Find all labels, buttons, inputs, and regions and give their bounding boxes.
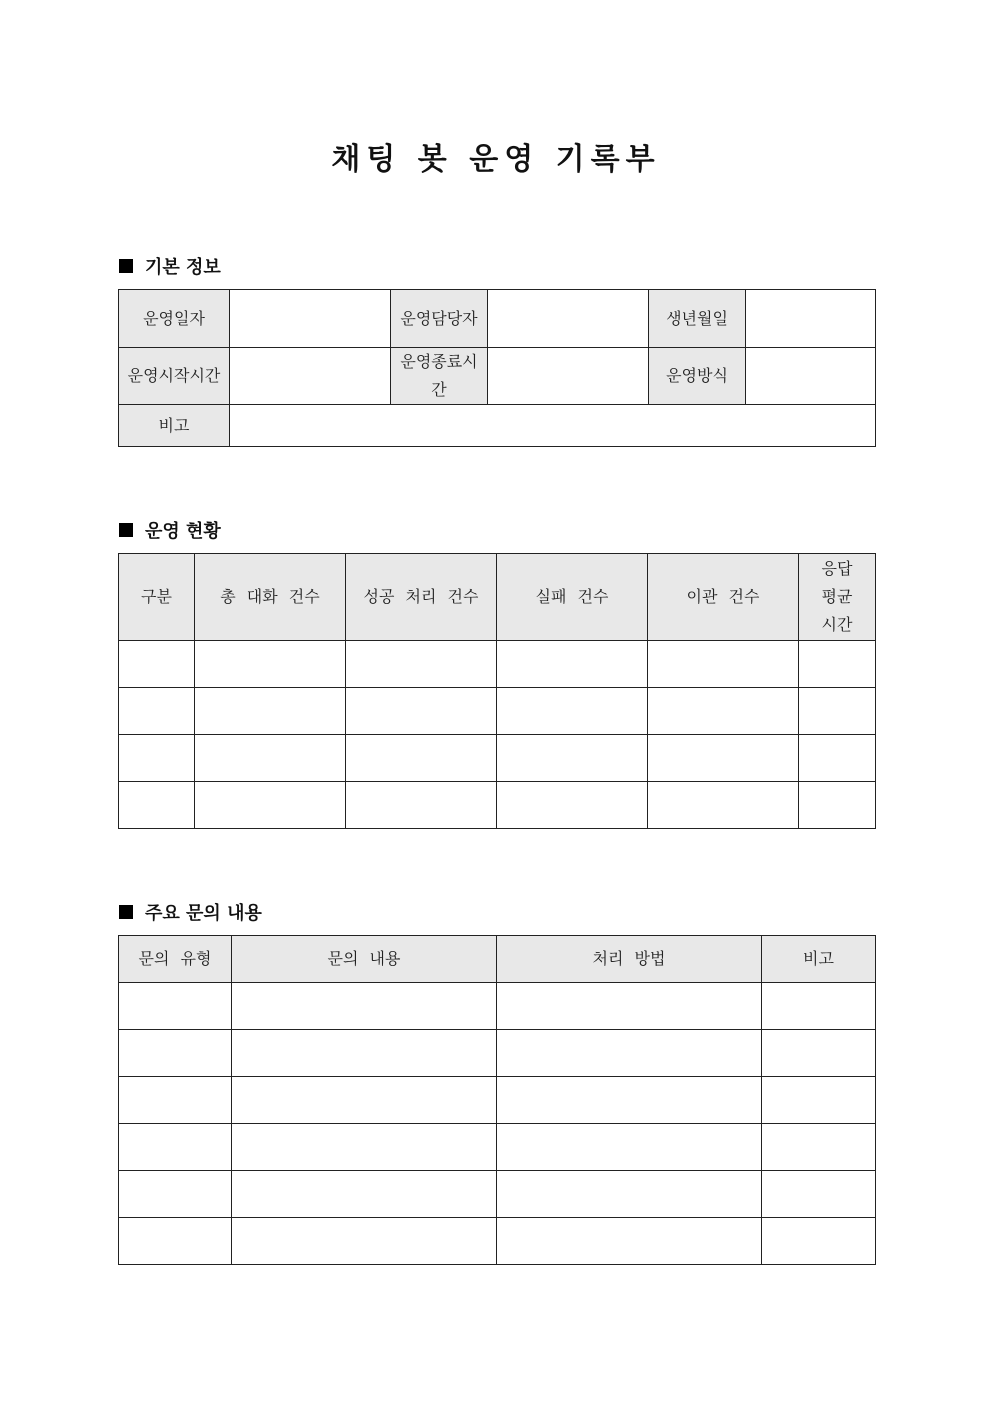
inquiry-row-cell[interactable] [119, 1218, 232, 1265]
inquiries-col-note: 비고 [762, 936, 876, 983]
status-row-cell[interactable] [648, 641, 799, 688]
inquiry-row-cell[interactable] [762, 1218, 876, 1265]
basic-info-heading-text: 기본 정보 [145, 257, 221, 278]
status-row-cell[interactable] [119, 641, 195, 688]
value-date[interactable] [230, 290, 391, 348]
inquiry-row [119, 1171, 876, 1218]
status-row [119, 641, 876, 688]
status-row-cell[interactable] [497, 735, 648, 782]
inquiry-row-cell[interactable] [232, 1218, 497, 1265]
inquiry-row-cell[interactable] [119, 1030, 232, 1077]
status-row-cell[interactable] [119, 735, 195, 782]
square-bullet-icon [119, 259, 133, 273]
inquiry-row-cell[interactable] [497, 983, 762, 1030]
status-col-success: 성공 처리 건수 [346, 554, 497, 641]
inquiry-row-cell[interactable] [119, 1171, 232, 1218]
inquiry-row-cell[interactable] [762, 1030, 876, 1077]
inquiry-row-cell[interactable] [232, 1077, 497, 1124]
status-row [119, 688, 876, 735]
value-end-time[interactable] [488, 348, 649, 405]
page-title: 채팅 봇 운영 기록부 [331, 142, 661, 177]
status-row-cell[interactable] [346, 782, 497, 829]
status-row-cell[interactable] [799, 688, 876, 735]
label-method: 운영방식 [649, 348, 746, 405]
inquiry-row [119, 1030, 876, 1077]
status-row-cell[interactable] [119, 688, 195, 735]
basic-info-table [118, 289, 876, 447]
inquiries-col-method: 처리 방법 [497, 936, 762, 983]
status-row-cell[interactable] [195, 688, 346, 735]
status-row [119, 735, 876, 782]
square-bullet-icon [119, 905, 133, 919]
value-method[interactable] [746, 348, 876, 405]
label-date: 운영일자 [119, 290, 230, 348]
inquiry-row-cell[interactable] [497, 1030, 762, 1077]
value-note[interactable] [230, 405, 876, 447]
label-manager: 운영담당자 [391, 290, 488, 348]
label-start-time: 운영시작시간 [119, 348, 230, 405]
status-col-fail: 실패 건수 [497, 554, 648, 641]
status-row-cell[interactable] [195, 641, 346, 688]
inquiries-heading-text: 주요 문의 내용 [145, 903, 262, 924]
inquiry-row-cell[interactable] [119, 1077, 232, 1124]
status-col-total: 총 대화 건수 [195, 554, 346, 641]
label-note: 비고 [119, 405, 230, 447]
status-heading-text: 운영 현황 [145, 521, 221, 542]
inquiry-row-cell[interactable] [497, 1218, 762, 1265]
status-col-transfer: 이관 건수 [648, 554, 799, 641]
status-heading [119, 517, 221, 543]
value-manager[interactable] [488, 290, 649, 348]
inquiry-row-cell[interactable] [497, 1124, 762, 1171]
status-row [119, 782, 876, 829]
status-row-cell[interactable] [195, 735, 346, 782]
inquiry-row-cell[interactable] [232, 1124, 497, 1171]
status-row-cell[interactable] [648, 782, 799, 829]
status-row-cell[interactable] [497, 688, 648, 735]
inquiry-row [119, 1218, 876, 1265]
basic-info-heading [119, 253, 221, 279]
inquiry-row-cell[interactable] [119, 1124, 232, 1171]
inquiry-row [119, 1124, 876, 1171]
label-birth: 생년월일 [649, 290, 746, 348]
label-end-time: 운영종료시간 [391, 348, 488, 405]
status-row-cell[interactable] [346, 641, 497, 688]
square-bullet-icon [119, 523, 133, 537]
status-row-cell[interactable] [799, 735, 876, 782]
inquiry-row-cell[interactable] [119, 983, 232, 1030]
inquiry-row-cell[interactable] [762, 1171, 876, 1218]
status-row-cell[interactable] [648, 688, 799, 735]
status-row-cell[interactable] [648, 735, 799, 782]
inquiries-header-row [119, 936, 876, 983]
inquiry-row-cell[interactable] [762, 1124, 876, 1171]
inquiries-heading [119, 899, 262, 925]
status-row-cell[interactable] [799, 641, 876, 688]
inquiry-row-cell[interactable] [497, 1171, 762, 1218]
inquiries-table [118, 935, 876, 1265]
status-row-cell[interactable] [799, 782, 876, 829]
status-row-cell[interactable] [497, 641, 648, 688]
status-col-avg-response: 응답평균시간 [799, 554, 876, 641]
inquiry-row [119, 1077, 876, 1124]
value-birth[interactable] [746, 290, 876, 348]
inquiries-col-type: 문의 유형 [119, 936, 232, 983]
inquiry-row-cell[interactable] [762, 983, 876, 1030]
inquiry-row-cell[interactable] [762, 1077, 876, 1124]
status-row-cell[interactable] [346, 735, 497, 782]
status-row-cell[interactable] [119, 782, 195, 829]
status-table [118, 553, 876, 829]
value-start-time[interactable] [230, 348, 391, 405]
status-row-cell[interactable] [195, 782, 346, 829]
inquiry-row-cell[interactable] [232, 1030, 497, 1077]
status-header-row [119, 554, 876, 641]
inquiry-row [119, 983, 876, 1030]
status-row-cell[interactable] [346, 688, 497, 735]
inquiry-row-cell[interactable] [232, 983, 497, 1030]
status-col-category: 구분 [119, 554, 195, 641]
status-row-cell[interactable] [497, 782, 648, 829]
inquiry-row-cell[interactable] [497, 1077, 762, 1124]
inquiries-col-content: 문의 내용 [232, 936, 497, 983]
inquiry-row-cell[interactable] [232, 1171, 497, 1218]
